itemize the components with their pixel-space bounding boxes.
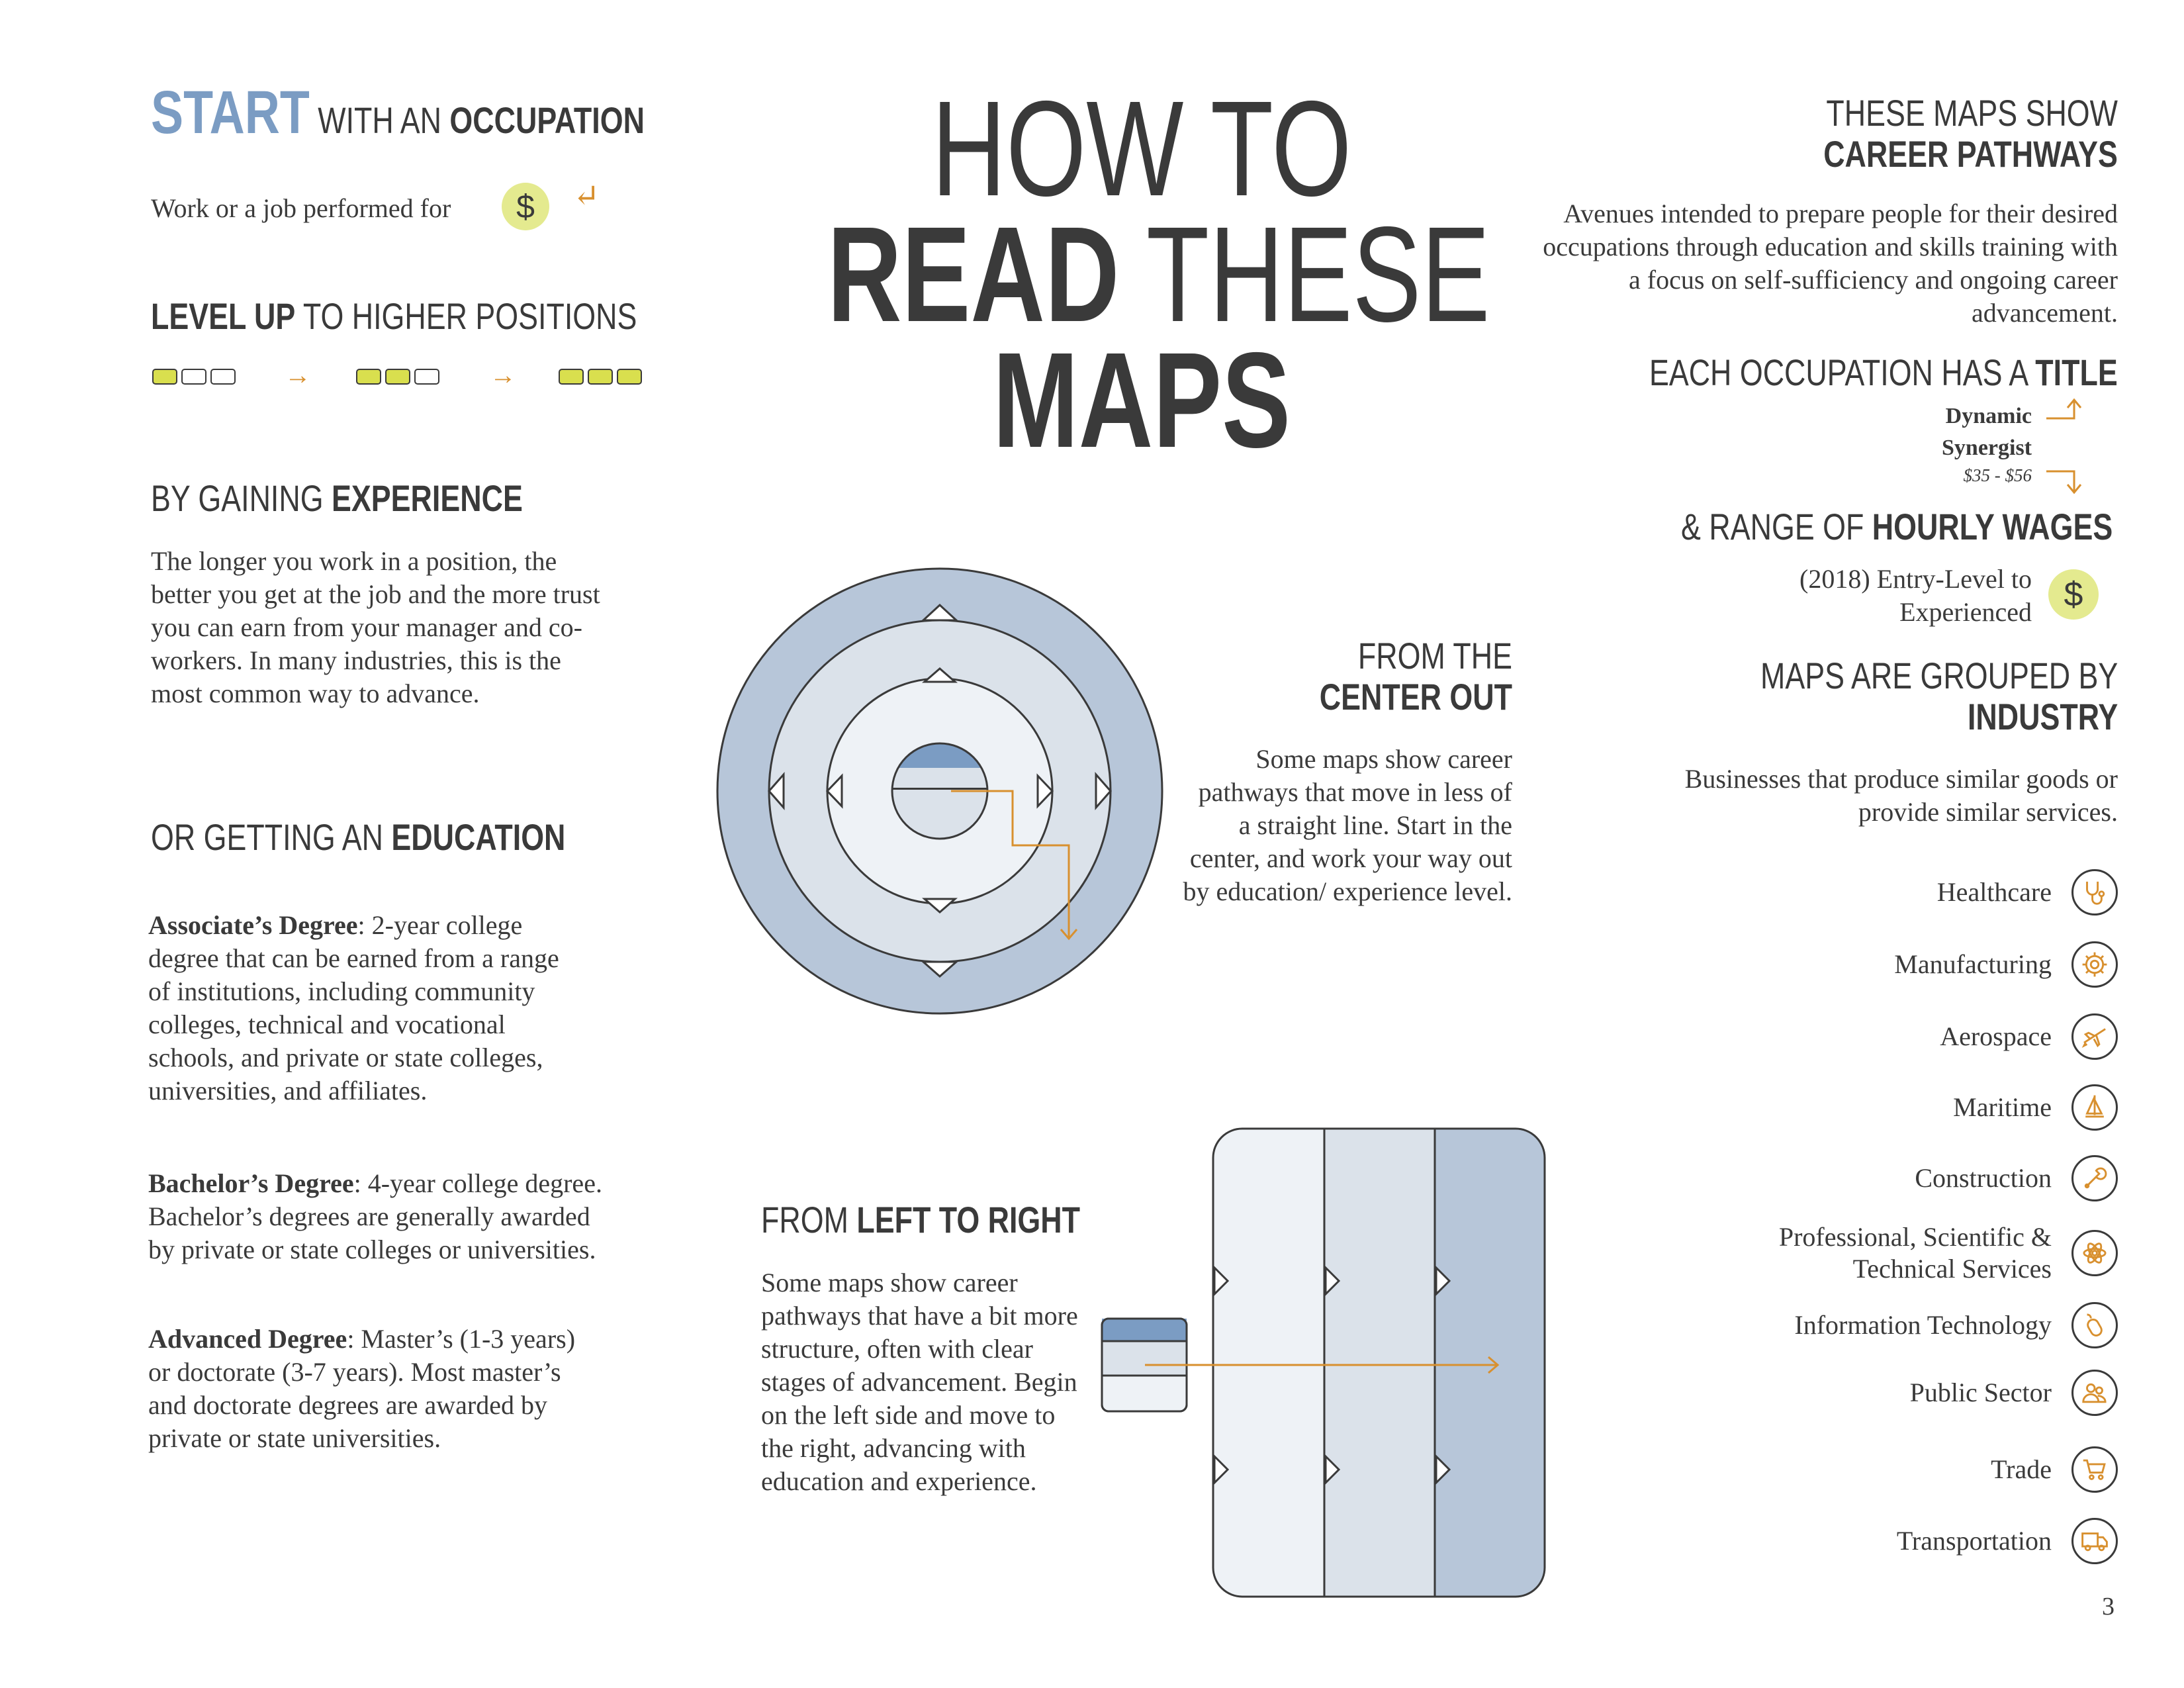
experience-heading: BY GAINING EXPERIENCE [151,477,523,519]
title-line-3: MAPS [992,324,1291,476]
education-bachelor: Bachelor’s Degree: 4-year college degree. Bachelor’s degrees are generally awarded by private or state colleges or universities. [148,1168,602,1264]
title-line-1: HOW TO [931,73,1352,224]
industry-text: Businesses that produce similar goods or provide similar services. [1684,764,2118,827]
left-right-heading: FROM LEFT TO RIGHT [761,1199,1080,1241]
levelup-heading: LEVEL UP TO HIGHER POSITIONS [151,295,637,337]
wage-pointer-icon [2045,467,2085,498]
dollar-icon: $ [502,183,549,230]
industry-item[interactable]: Public Sector [1910,1366,2118,1419]
return-arrow-icon: ↵ [573,179,600,214]
pathways-text: Avenues intended to prepare people for their desired occupations through education and skills training with a focus on self-sufficiency and ongoing career advancement. [1543,199,2118,328]
occupation-title-heading: EACH OCCUPATION HAS A TITLE [1649,352,2118,393]
center-out-diagram [711,563,1175,1026]
industry-item[interactable]: Construction [1915,1152,2118,1205]
mouse-icon [2071,1302,2118,1348]
industry-item[interactable]: Trade [1991,1443,2118,1496]
wrench-icon [2071,1155,2118,1201]
industry-item[interactable]: Healthcare [1937,866,2118,919]
industry-heading: MAPS ARE GROUPED BY INDUSTRY [1760,655,2118,737]
pathways-heading: THESE MAPS SHOW CAREER PATHWAYS [1823,92,2118,175]
truck-icon [2071,1518,2118,1564]
start-heading: START WITH AN OCCUPATION [151,79,645,146]
gear-icon [2071,941,2118,988]
education-heading: OR GETTING AN EDUCATION [151,816,566,858]
left-to-right-diagram [1095,1125,1559,1602]
sailboat-icon [2071,1084,2118,1131]
start-heading-accent: START [151,79,310,146]
start-text: Work or a job performed for [151,193,451,223]
arrow-right-icon: → [490,360,516,390]
dollar-icon: $ [2048,569,2099,620]
page-title [827,73,1490,476]
center-out-heading: FROM THE CENTER OUT [1319,635,1512,718]
industry-item[interactable]: Transportation [1897,1515,2118,1568]
title-line-2: READ THESE [827,199,1490,350]
industry-item[interactable]: Professional, Scientific & Technical Services [1747,1220,2118,1286]
page-number: 3 [2102,1593,2115,1620]
cart-icon [2071,1446,2118,1493]
level-progress-diagram [152,360,668,395]
title-example: Dynamic Synergist $35 - $56 [1942,404,2032,485]
people-icon [2071,1370,2118,1416]
industry-item[interactable]: Manufacturing [1894,938,2118,991]
airplane-icon [2071,1013,2118,1060]
industry-item[interactable]: Information Technology [1794,1299,2118,1352]
experience-text: The longer you work in a position, the better you get at the job and the more trust you can earn from your manager and co-workers. In many industries, this is the most common way to advance. [151,546,600,708]
title-pointer-icon [2045,397,2085,424]
wages-heading: & RANGE OF HOURLY WAGES [1680,506,2113,547]
education-advanced: Advanced Degree: Master’s (1-3 years) or doctorate (3-7 years). Most master’s and doctorate degrees are awarded by private or state universities. [148,1324,576,1453]
atom-icon [2071,1230,2118,1276]
center-out-text: Some maps show career pathways that move in less of a straight line. Start in the center, and work your way out by education/ experience level. [1183,744,1512,906]
education-associate: Associate’s Degree: 2-year college degree that can be earned from a range of institutions, including community colleges, technical and vocational schools, and private or state colleges, universities, and affiliates. [148,910,559,1105]
industry-item[interactable]: Maritime [1953,1081,2118,1134]
industry-item[interactable]: Aerospace [1940,1010,2118,1063]
stethoscope-icon [2071,869,2118,915]
arrow-right-icon: → [285,360,311,390]
left-right-text: Some maps show career pathways that have a bit more structure, often with clear stages of advancement. Begin on the left side and move to the right, advancing with education and experience. [761,1268,1078,1496]
wages-text: (2018) Entry-Level to Experienced [1799,564,2032,627]
